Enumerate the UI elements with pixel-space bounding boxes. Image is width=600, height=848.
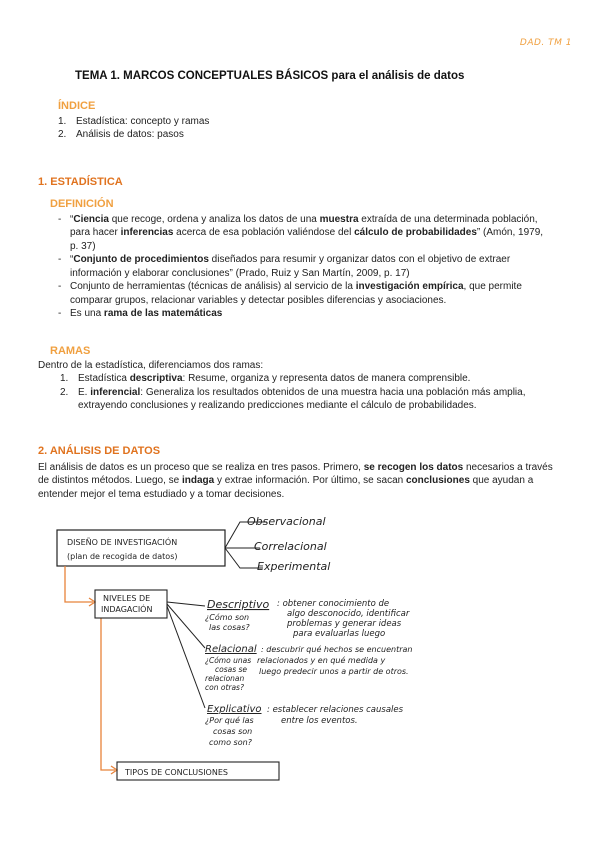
desc-question: las cosas? <box>209 623 250 632</box>
ramas-heading: RAMAS <box>50 345 91 357</box>
section2-paragraph: El análisis de datos es un proceso que se realiza en tres pasos. Primero, se recogen los datos necesarios a través de distintos métodos. Luego, se indaga y extrae información. Por último, se sacan conclusiones que ayudan a entender mejor el tema estudiado y a tomar decisiones. <box>38 461 553 500</box>
list-item: - Es una rama de las matemáticas <box>50 307 550 321</box>
exp-label: Explicativo <box>207 704 262 715</box>
ramas-section <box>38 345 558 413</box>
rel-text: relacionados y en qué medida y <box>257 656 386 665</box>
desc-question: ¿Cómo son <box>205 613 250 622</box>
branch-observacional: Observacional <box>247 515 326 528</box>
branch-correlacional: Correlacional <box>254 540 327 553</box>
box2-line1: NIVELES DE <box>103 594 151 603</box>
ramas-list <box>60 372 558 413</box>
indice-heading: ÍNDICE <box>58 100 96 112</box>
box1-line1: DISEÑO DE INVESTIGACIÓN <box>67 538 178 547</box>
section1-heading: 1. ESTADÍSTICA <box>38 176 123 188</box>
exp-question: cosas son <box>213 727 253 736</box>
rel-question: ¿Cómo unas <box>205 656 252 665</box>
list-item: - Conjunto de herramientas (técnicas de análisis) al servicio de la investigación empírica, que permite comparar grupos, relacionar variables y detectar posibles diferencias y asociaciones. <box>50 280 550 307</box>
box1-line2: (plan de recogida de datos) <box>67 552 178 561</box>
list-item: 1. Estadística descriptiva: Resume, organiza y representa datos de manera comprensible. <box>60 373 471 384</box>
definicion-section <box>50 198 550 321</box>
rel-question: cosas se <box>215 665 248 674</box>
rel-question: relacionan <box>205 674 245 683</box>
list-item: 2. E. inferencial: Generaliza los resultados obtenidos de una muestra hacia una población más amplia, extrayendo conclusiones y realizando predicciones mediante el cálculo de probabilidades. <box>60 386 526 411</box>
rel-question: con otras? <box>205 683 244 692</box>
ramas-intro: Dentro de la estadística, diferenciamos dos ramas: <box>38 359 264 371</box>
definicion-heading: DEFINICIÓN <box>50 198 114 210</box>
arrow-line <box>65 566 93 602</box>
section2-heading: 2. ANÁLISIS DE DATOS <box>38 445 161 457</box>
section2 <box>38 445 558 501</box>
desc-text: para evaluarlas luego <box>293 629 386 639</box>
desc-text: : obtener conocimiento de <box>277 599 390 609</box>
indice-list <box>58 115 209 142</box>
rel-text: luego predecir unos a partir de otros. <box>259 667 409 676</box>
fan-line <box>167 606 205 708</box>
rel-label: Relacional <box>205 644 257 655</box>
page-title: TEMA 1. MARCOS CONCEPTUALES BÁSICOS para el análisis de datos <box>75 70 465 82</box>
box3-label: TIPOS DE CONCLUSIONES <box>125 768 228 777</box>
exp-text: entre los eventos. <box>281 716 358 726</box>
fan-line <box>167 604 205 648</box>
definicion-list <box>50 213 550 321</box>
list-item: - “Conjunto de procedimientos diseñados para resumir y organizar datos con el objetivo de extraer información y elaborar conclusiones” (Prado, Ruiz y San Martín, 2009, p. 17) <box>50 253 550 280</box>
branch-experimental: Experimental <box>257 560 331 573</box>
exp-text: : establecer relaciones causales <box>267 705 404 715</box>
list-item: 2. Análisis de datos: pasos <box>58 129 184 140</box>
corner-tag: DAD. TM 1 <box>519 38 572 48</box>
indice-section <box>58 100 209 142</box>
arrow-line <box>101 618 115 770</box>
list-item: - “Ciencia que recoge, ordena y analiza los datos de una muestra extraída de una determinada población, para hacer inferencias acerca de esa población valiéndose del cálculo de probabilidades” (Amón, 1979, p. 37) <box>50 213 550 254</box>
desc-text: problemas y generar ideas <box>287 619 402 629</box>
desc-label: Descriptivo <box>207 598 270 611</box>
handwritten-diagram <box>35 508 505 790</box>
fan-line <box>167 602 205 606</box>
list-item: 1. Estadística: concepto y ramas <box>58 115 210 127</box>
exp-question: ¿Por qué las <box>205 716 254 725</box>
exp-question: como son? <box>209 738 252 747</box>
rel-text: : descubrir qué hechos se encuentran <box>261 645 413 654</box>
desc-text: algo desconocido, identificar <box>287 609 410 619</box>
box2-line2: INDAGACIÓN <box>101 605 153 614</box>
